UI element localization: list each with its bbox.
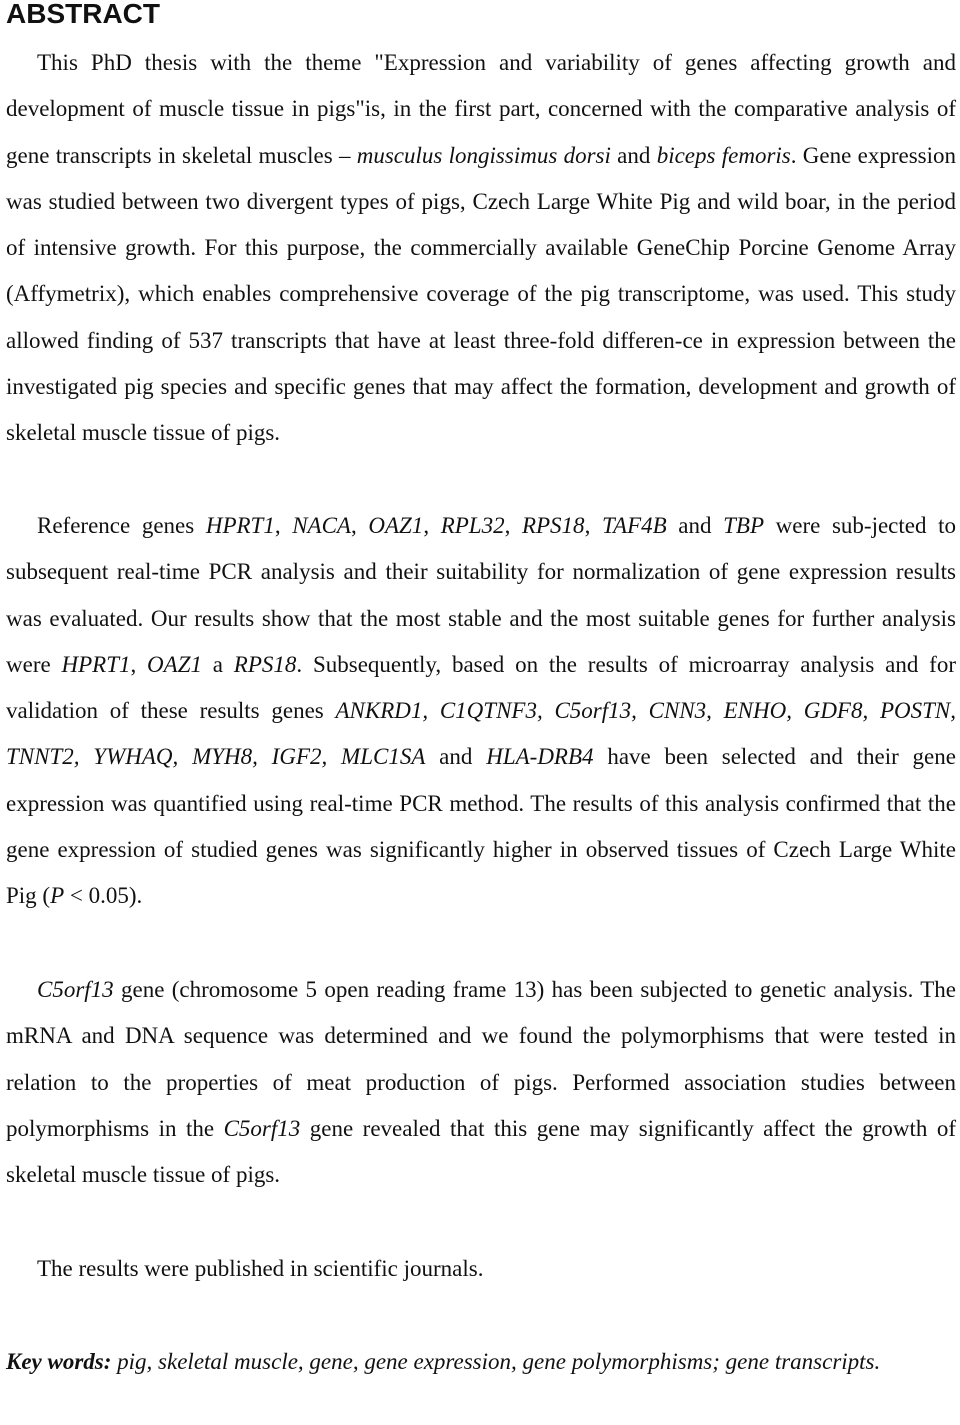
text-run: a [201, 651, 234, 677]
text-run: , [584, 513, 602, 538]
gene-name: HLA-DRB4 [486, 744, 594, 770]
abstract-heading: ABSTRACT [6, 0, 160, 29]
paragraph-publication: The results were published in scientific journals. [37, 1256, 484, 1281]
text-run: , [350, 513, 369, 538]
paragraph-transcript-analysis [6, 40, 956, 457]
keywords-label: Key words: [6, 1349, 112, 1374]
text-run: , [274, 513, 293, 538]
text-run: , [423, 513, 441, 538]
text-run: , [504, 513, 522, 538]
text-run: . Subsequently, based on the results of microarray analysis and for validation of these results genes [6, 651, 956, 724]
keywords [6, 1339, 956, 1385]
text-run: gene (chromosome 5 open reading frame 13) has been subjected to genetic analysis. The mRNA and DNA sequence was determined and we found the polymorphisms that were tested in relation to the properties of meat production of pigs. Performed association studies between polymorphisms in the [6, 977, 956, 1141]
text-run: , [130, 651, 148, 677]
text-run: < 0.05). [64, 883, 143, 909]
gene-name: TAF4B [601, 513, 667, 538]
text-run: . Gene expression was studied between two divergent types of pigs, Czech Large White Pig and wild boar, in the period of intensive growth. For this purpose, the commercially available GeneChip Porcine Genome Array (Affymetrix), which enables comprehensive coverage of the pig transcriptome, was used. This study allowed finding of 537 transcripts that have at least three-fold differen-ce in expression between the investigated pig species and specific genes that may affect the formation, development and growth of skeletal muscle tissue of pigs. [6, 142, 956, 446]
text-run: This PhD thesis with the theme "Expression and variability of genes affecting growth and development of muscle tissue in pigs"is, in the first part, concerned with the comparative analysis of gene transcripts in skeletal muscles – [6, 50, 956, 168]
gene-name: HPRT1 [205, 513, 275, 538]
gene-name: C5orf13 [223, 1115, 301, 1141]
text-run: were sub-jected to subsequent real-time PCR analysis and their suitability for normalization of gene expression results was evaluated. Our results show that the most stable and the most suitable genes for further analysis were [6, 513, 956, 677]
gene-name: HPRT1 [61, 651, 131, 677]
text-run: gene revealed that this gene may significantly affect the growth of skeletal muscle tissue of pigs. [6, 1115, 956, 1188]
paragraph-genetic-analysis [6, 967, 956, 1198]
p-value-symbol: P [50, 883, 65, 909]
species-term: biceps femoris [656, 142, 791, 168]
gene-name: OAZ1 [368, 513, 424, 538]
species-term: musculus longissimus dorsi [356, 142, 611, 168]
gene-name: C5orf13 [37, 977, 114, 1002]
text-run: and [610, 142, 657, 168]
gene-name: OAZ1 [147, 651, 202, 677]
text-run: Reference genes [37, 513, 206, 538]
keywords-list: pig, skeletal muscle, gene, gene expression, gene polymorphisms; gene transcripts. [111, 1349, 881, 1374]
gene-name: TBP [723, 513, 765, 538]
gene-name: RPL32 [440, 513, 505, 538]
gene-name: NACA [292, 513, 351, 538]
text-run: and [425, 744, 487, 770]
gene-list: ANKRD1, C1QTNF3, C5orf13, CNN3, ENHO, GDF8, POSTN, TNNT2, YWHAQ, MYH8, IGF2, MLC1SA [6, 698, 956, 770]
text-run: and [666, 513, 724, 538]
gene-name: RPS18 [233, 651, 297, 677]
paragraph-reference-genes [6, 503, 956, 920]
gene-name: RPS18 [521, 513, 585, 538]
text-run: have been selected and their gene expression was quantified using real-time PCR method. The results of this analysis confirmed that the gene expression of studied genes was significantly higher in observed tissues of Czech Large White Pig ( [6, 744, 956, 909]
